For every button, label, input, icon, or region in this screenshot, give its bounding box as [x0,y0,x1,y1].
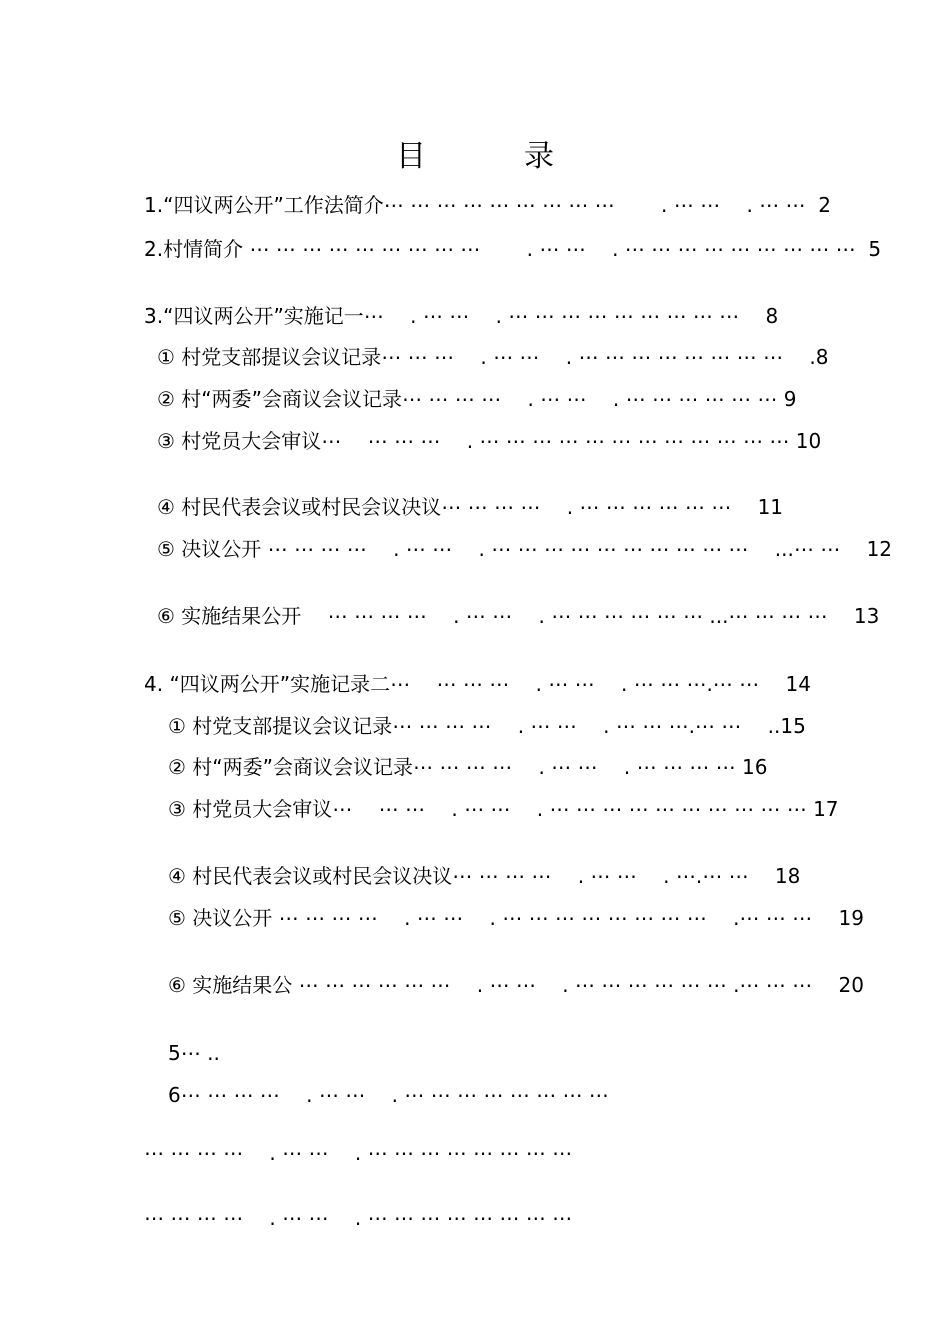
leader-line: ⋯ ⋯ ⋯ ⋯ . ⋯ ⋯ . ⋯ ⋯ ⋯ ⋯ ⋯ ⋯ ⋯ ⋯ [144,1206,573,1230]
toc-entry-4-6[interactable]: ⑥ 实施结果公 ⋯ ⋯ ⋯ ⋯ ⋯ ⋯ . ⋯ ⋯ . ⋯ ⋯ ⋯ ⋯ ⋯ ⋯ .⋯ ⋯ ⋯ 20 [168,973,864,997]
toc-entry-3-1[interactable]: ① 村党支部提议会议记录⋯ ⋯ ⋯ . ⋯ ⋯ . ⋯ ⋯ ⋯ ⋯ ⋯ ⋯ ⋯ ⋯ .8 [157,345,829,369]
toc-entry-2[interactable]: 2.村情简介 ⋯ ⋯ ⋯ ⋯ ⋯ ⋯ ⋯ ⋯ ⋯ . ⋯ ⋯ . ⋯ ⋯ ⋯ ⋯ ⋯ ⋯ ⋯ ⋯ ⋯ 5 [144,237,882,261]
toc-entry-3-2[interactable]: ② 村“两委”会商议会议记录⋯ ⋯ ⋯ ⋯ . ⋯ ⋯ . ⋯ ⋯ ⋯ ⋯ ⋯ ⋯ 9 [157,387,797,411]
toc-entry-3-3[interactable]: ③ 村党员大会审议⋯ ⋯ ⋯ ⋯ . ⋯ ⋯ ⋯ ⋯ ⋯ ⋯ ⋯ ⋯ ⋯ ⋯ ⋯ ⋯ 10 [157,429,822,453]
toc-entry-4-3[interactable]: ③ 村党员大会审议⋯ ⋯ ⋯ . ⋯ ⋯ . ⋯ ⋯ ⋯ ⋯ ⋯ ⋯ ⋯ ⋯ ⋯ ⋯ 17 [168,797,839,821]
toc-entry-4-1[interactable]: ① 村党支部提议会议记录⋯ ⋯ ⋯ ⋯ . ⋯ ⋯ . ⋯ ⋯ ⋯.⋯ ⋯ ..15 [168,714,806,738]
toc-entry-6[interactable]: 6⋯ ⋯ ⋯ ⋯ . ⋯ ⋯ . ⋯ ⋯ ⋯ ⋯ ⋯ ⋯ ⋯ ⋯ [168,1083,609,1107]
leader-line: ⋯ ⋯ ⋯ ⋯ . ⋯ ⋯ . ⋯ ⋯ ⋯ ⋯ ⋯ ⋯ ⋯ ⋯ [144,1141,573,1165]
toc-entry-3-5[interactable]: ⑤ 决议公开 ⋯ ⋯ ⋯ ⋯ . ⋯ ⋯ . ⋯ ⋯ ⋯ ⋯ ⋯ ⋯ ⋯ ⋯ ⋯ ⋯ ...⋯ ⋯ 12 [157,537,893,561]
toc-entry-5[interactable]: 5⋯ .. [168,1041,220,1065]
toc-entry-4-5[interactable]: ⑤ 决议公开 ⋯ ⋯ ⋯ ⋯ . ⋯ ⋯ . ⋯ ⋯ ⋯ ⋯ ⋯ ⋯ ⋯ ⋯ .⋯ ⋯ ⋯ 19 [168,906,864,930]
toc-entry-1[interactable]: 1.“四议两公开”工作法简介⋯ ⋯ ⋯ ⋯ ⋯ ⋯ ⋯ ⋯ ⋯ . ⋯ ⋯ . ⋯ ⋯ 2 [144,193,831,217]
toc-entry-4-4[interactable]: ④ 村民代表会议或村民会议决议⋯ ⋯ ⋯ ⋯ . ⋯ ⋯ . ⋯.⋯ ⋯ 18 [168,864,801,888]
toc-entry-3-6[interactable]: ⑥ 实施结果公开 ⋯ ⋯ ⋯ ⋯ . ⋯ ⋯ . ⋯ ⋯ ⋯ ⋯ ⋯ ⋯ ...⋯ ⋯ ⋯ ⋯ 13 [157,604,880,628]
toc-entry-3[interactable]: 3.“四议两公开”实施记一⋯ . ⋯ ⋯ . ⋯ ⋯ ⋯ ⋯ ⋯ ⋯ ⋯ ⋯ ⋯ 8 [144,304,779,328]
toc-entry-3-4[interactable]: ④ 村民代表会议或村民会议决议⋯ ⋯ ⋯ ⋯ . ⋯ ⋯ ⋯ ⋯ ⋯ ⋯ 11 [157,495,784,519]
toc-entry-4[interactable]: 4. “四议两公开”实施记录二⋯ ⋯ ⋯ ⋯ . ⋯ ⋯ . ⋯ ⋯ ⋯.⋯ ⋯ 14 [144,672,811,696]
toc-title: 目 录 [396,139,588,174]
toc-entry-4-2[interactable]: ② 村“两委”会商议会议记录⋯ ⋯ ⋯ ⋯ . ⋯ ⋯ . ⋯ ⋯ ⋯ ⋯ 16 [168,755,768,779]
